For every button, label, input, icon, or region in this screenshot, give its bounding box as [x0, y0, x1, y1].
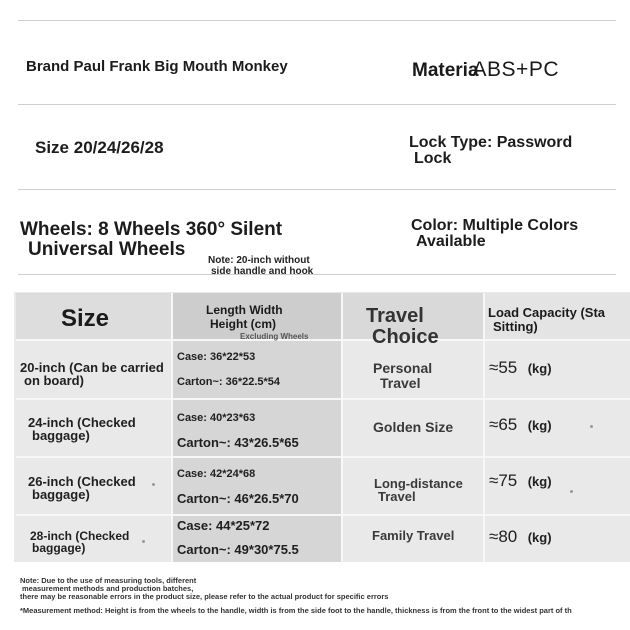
row-load-unit: (kg) [527, 418, 552, 433]
row-size-line2: baggage) [32, 487, 90, 502]
wheels-note-line1: Note: 20-inch without [208, 255, 310, 266]
col-divider-3 [483, 293, 485, 562]
table-row-travel [372, 528, 454, 543]
color-line1: Color: Multiple Colors [411, 217, 579, 234]
header-size: Size [61, 305, 110, 332]
divider-2 [18, 189, 616, 190]
lock-type-line1: Lock Type: Password [409, 134, 573, 151]
row-travel-line1: Long-distance [374, 476, 463, 491]
color-line2: Available [416, 233, 486, 250]
measurement-note-line2: measurement methods and production batches, [22, 584, 194, 593]
row-load-value: ≈55 [489, 358, 518, 377]
row-travel-line2: Travel [380, 375, 421, 391]
table-row-carton: Carton~: 46*26.5*70 [177, 491, 299, 506]
speck-mark [570, 490, 573, 493]
table-row-travel [374, 477, 463, 503]
header-travel [366, 306, 439, 348]
header-load-line1: Load Capacity (Sta [488, 305, 606, 320]
table-row-case: Case: 44*25*72 [177, 518, 270, 533]
material-value: ABS+PC [472, 58, 559, 81]
row-size-line1: 20-inch (Can be carried [20, 360, 164, 375]
row-size-line1: 28-inch (Checked [30, 529, 130, 543]
measurement-method-note: *Measurement method: Height is from the wheels to the handle, width is from the side foot to the handle, thickness is from the front to the widest part of th [20, 606, 572, 615]
table-row-case: Case: 36*22*53 [177, 351, 256, 363]
table-row-case: Case: 42*24*68 [177, 468, 256, 480]
table-row-size [20, 361, 164, 387]
speck-mark [152, 483, 155, 486]
speck-mark [590, 425, 593, 428]
row-divider-0 [16, 339, 630, 341]
divider-top [18, 20, 616, 21]
row-travel-line1: Personal [373, 360, 433, 376]
size-text: Size 20/24/26/28 [35, 138, 164, 157]
row-travel-line2: Travel [378, 489, 416, 504]
row-load-unit: (kg) [527, 474, 552, 489]
row-load-value: ≈65 [489, 415, 518, 434]
wheels-line2: Universal Wheels [28, 239, 186, 260]
col-divider-2 [341, 293, 343, 562]
table-row-load [489, 415, 552, 435]
header-travel-line2: Choice [372, 326, 439, 348]
wheels-note-line2: side handle and hook [211, 266, 314, 277]
header-dimensions-line2: Height (cm) [210, 317, 276, 331]
divider-3 [18, 274, 616, 275]
row-load-unit: (kg) [527, 530, 552, 545]
row-size-line1: 24-inch (Checked [28, 415, 136, 430]
table-row-size [30, 530, 129, 554]
measurement-note-line1: Note: Due to the use of measuring tools, different [20, 576, 197, 585]
header-load-line2: Sitting) [493, 319, 538, 334]
col-divider-1 [171, 293, 173, 562]
row-size-line2: baggage) [32, 428, 90, 443]
row-travel-line1: Family Travel [372, 528, 455, 543]
table-row-carton: Carton~: 43*26.5*65 [177, 435, 299, 450]
lock-type-line2: Lock [414, 150, 452, 167]
divider-1 [18, 104, 616, 105]
header-travel-line1: Travel [366, 305, 424, 327]
material-text [412, 58, 559, 82]
table-row-travel [373, 361, 432, 391]
row-load-unit: (kg) [527, 361, 552, 376]
row-travel-line1: Golden Size [373, 419, 454, 435]
wheels-note [208, 255, 313, 277]
wheels-line1: Wheels: 8 Wheels 360° Silent [20, 219, 283, 240]
row-load-value: ≈75 [489, 471, 518, 490]
table-row-size [28, 416, 136, 442]
table-row-size [28, 475, 136, 501]
row-load-value: ≈80 [489, 527, 518, 546]
header-dimensions-line1: Length Width [206, 303, 283, 317]
table-row-load [489, 471, 552, 491]
header-dimensions [206, 303, 308, 344]
measurement-note [20, 577, 388, 601]
measurement-note-line3: there may be reasonable errors in the product size, please refer to the actual product for specific errors [20, 592, 389, 601]
table-row-carton: Carton~: 36*22.5*54 [177, 376, 281, 388]
row-size-line1: 26-inch (Checked [28, 474, 136, 489]
header-dimensions-sub: Excluding Wheels [240, 332, 309, 341]
row-divider-3 [16, 514, 630, 516]
table-row-carton: Carton~: 49*30*75.5 [177, 542, 299, 557]
lock-type-text [409, 135, 572, 167]
table-row-load [489, 358, 552, 378]
speck-mark [142, 540, 145, 543]
material-label: Materia [412, 60, 479, 81]
table-row-load [489, 527, 552, 547]
color-text [411, 218, 578, 250]
header-load [488, 306, 605, 334]
row-size-line2: on board) [24, 373, 84, 388]
wheels-text [20, 220, 282, 260]
row-divider-2 [16, 456, 630, 458]
row-divider-1 [16, 398, 630, 400]
row-size-line2: baggage) [32, 541, 86, 555]
table-row-travel [373, 420, 453, 435]
table-row-case: Case: 40*23*63 [177, 412, 256, 424]
brand-text: Brand Paul Frank Big Mouth Monkey [26, 58, 288, 75]
